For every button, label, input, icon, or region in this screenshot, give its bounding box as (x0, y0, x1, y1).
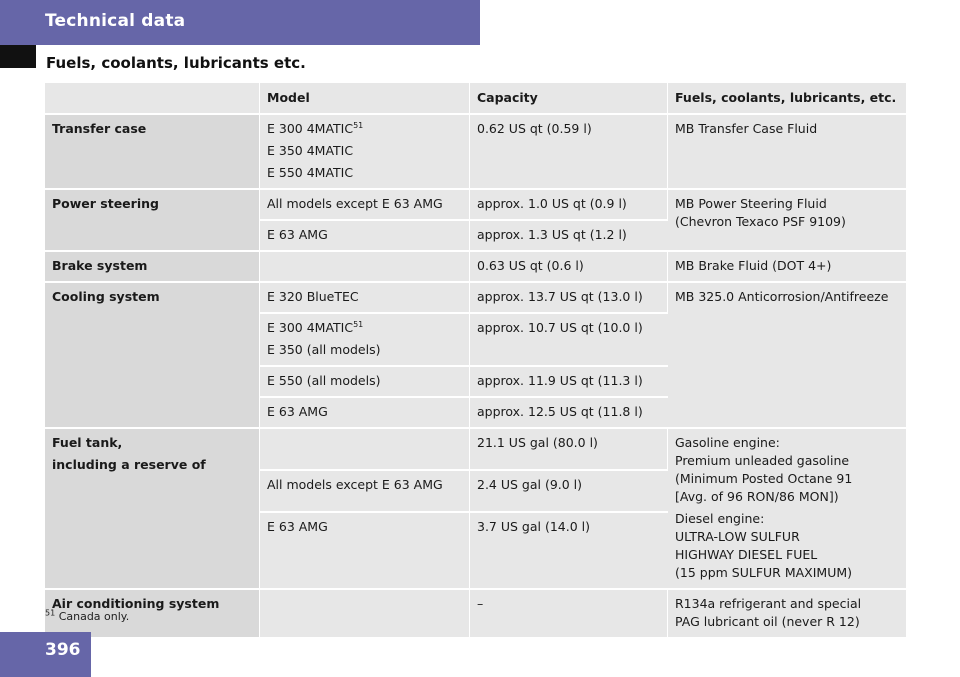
power-steering-capacity: approx. 1.3 US qt (1.2 l) (470, 219, 668, 250)
transfer-case-fluid: MB Transfer Case Fluid (668, 113, 906, 188)
footnote (45, 610, 129, 623)
row-label-transfer-case: Transfer case (45, 113, 260, 188)
footnote-ref: 51 (353, 319, 364, 329)
transfer-case-models: E 300 4MATIC$^{51}$ E 350 4MATIC E 550 4MATIC (260, 113, 470, 188)
table-row-transfer-case (45, 113, 906, 188)
section-title: Fuels, coolants, lubricants etc. (46, 54, 306, 72)
capacities-table (45, 83, 906, 637)
row-label-power-steering: Power steering (45, 188, 260, 250)
column-header-capacity: Capacity (470, 83, 668, 113)
table-row-power-steering (45, 188, 906, 219)
row-label-air-conditioning: Air conditioning system (45, 588, 260, 637)
footnote-ref: 51 (353, 120, 364, 130)
row-label-cooling-system: Cooling system (45, 281, 260, 427)
fuel-tank-capacity: 21.1 US gal (80.0 l) (470, 427, 668, 469)
table-row-air-conditioning (45, 588, 906, 637)
power-steering-capacity: approx. 1.0 US qt (0.9 l) (470, 188, 668, 219)
cooling-capacity: approx. 12.5 US qt (11.8 l) (470, 396, 668, 427)
air-conditioning-capacity: – (470, 588, 668, 637)
brake-system-capacity: 0.63 US qt (0.6 l) (470, 250, 668, 281)
row-label-brake-system: Brake system (45, 250, 260, 281)
corner-block (0, 45, 36, 68)
power-steering-model: All models except E 63 AMG (260, 188, 470, 219)
table-row-fuel-tank (45, 427, 906, 469)
air-conditioning-fluid: R134a refrigerant and special PAG lubricant oil (never R 12) (668, 588, 906, 637)
power-steering-fluid: MB Power Steering Fluid (Chevron Texaco PSF 9109) (668, 188, 906, 250)
cooling-capacity: approx. 13.7 US qt (13.0 l) (470, 281, 668, 312)
table-header-row (45, 83, 906, 113)
cooling-capacity: approx. 10.7 US qt (10.0 l) (470, 312, 668, 365)
cooling-model: E 550 (all models) (260, 365, 470, 396)
fuel-tank-capacity: 3.7 US gal (14.0 l) (470, 511, 668, 588)
footnote-marker: 51 (45, 608, 56, 618)
row-label-fuel-tank: Fuel tank, including a reserve of (45, 427, 260, 588)
column-header-model: Model (260, 83, 470, 113)
fuel-tank-capacity: 2.4 US gal (9.0 l) (470, 469, 668, 511)
fuel-tank-model: All models except E 63 AMG (260, 469, 470, 511)
cooling-capacity: approx. 11.9 US qt (11.3 l) (470, 365, 668, 396)
power-steering-model: E 63 AMG (260, 219, 470, 250)
fuel-tank-model: E 63 AMG (260, 511, 470, 588)
table-row-brake-system (45, 250, 906, 281)
cooling-model: E 63 AMG (260, 396, 470, 427)
cooling-model: E 320 BlueTEC (260, 281, 470, 312)
page-header-title: Technical data (45, 11, 186, 31)
cooling-model: E 300 4MATIC$^{51}$ E 350 (all models) (260, 312, 470, 365)
table-row-cooling-system (45, 281, 906, 312)
column-header-blank (45, 83, 260, 113)
cooling-fluid: MB 325.0 Anticorrosion/Antifreeze (668, 281, 906, 427)
fuel-tank-fuel: Gasoline engine: Premium unleaded gasoline (Minimum Posted Octane 91 [Avg. of 96 RON/86 MON]) Diesel engine: ULTRA-LOW SULFUR HIGHWAY DIESEL FUEL (15 ppm SULFUR MAXIMUM) (668, 427, 906, 588)
brake-system-fluid: MB Brake Fluid (DOT 4+) (668, 250, 906, 281)
page-number: 396 (45, 640, 81, 660)
column-header-fluids: Fuels, coolants, lubricants, etc. (668, 83, 906, 113)
air-conditioning-model (260, 588, 470, 637)
brake-system-model (260, 250, 470, 281)
fuel-tank-model (260, 427, 470, 469)
footnote-text: Canada only. (58, 610, 130, 623)
transfer-case-capacity: 0.62 US qt (0.59 l) (470, 113, 668, 188)
